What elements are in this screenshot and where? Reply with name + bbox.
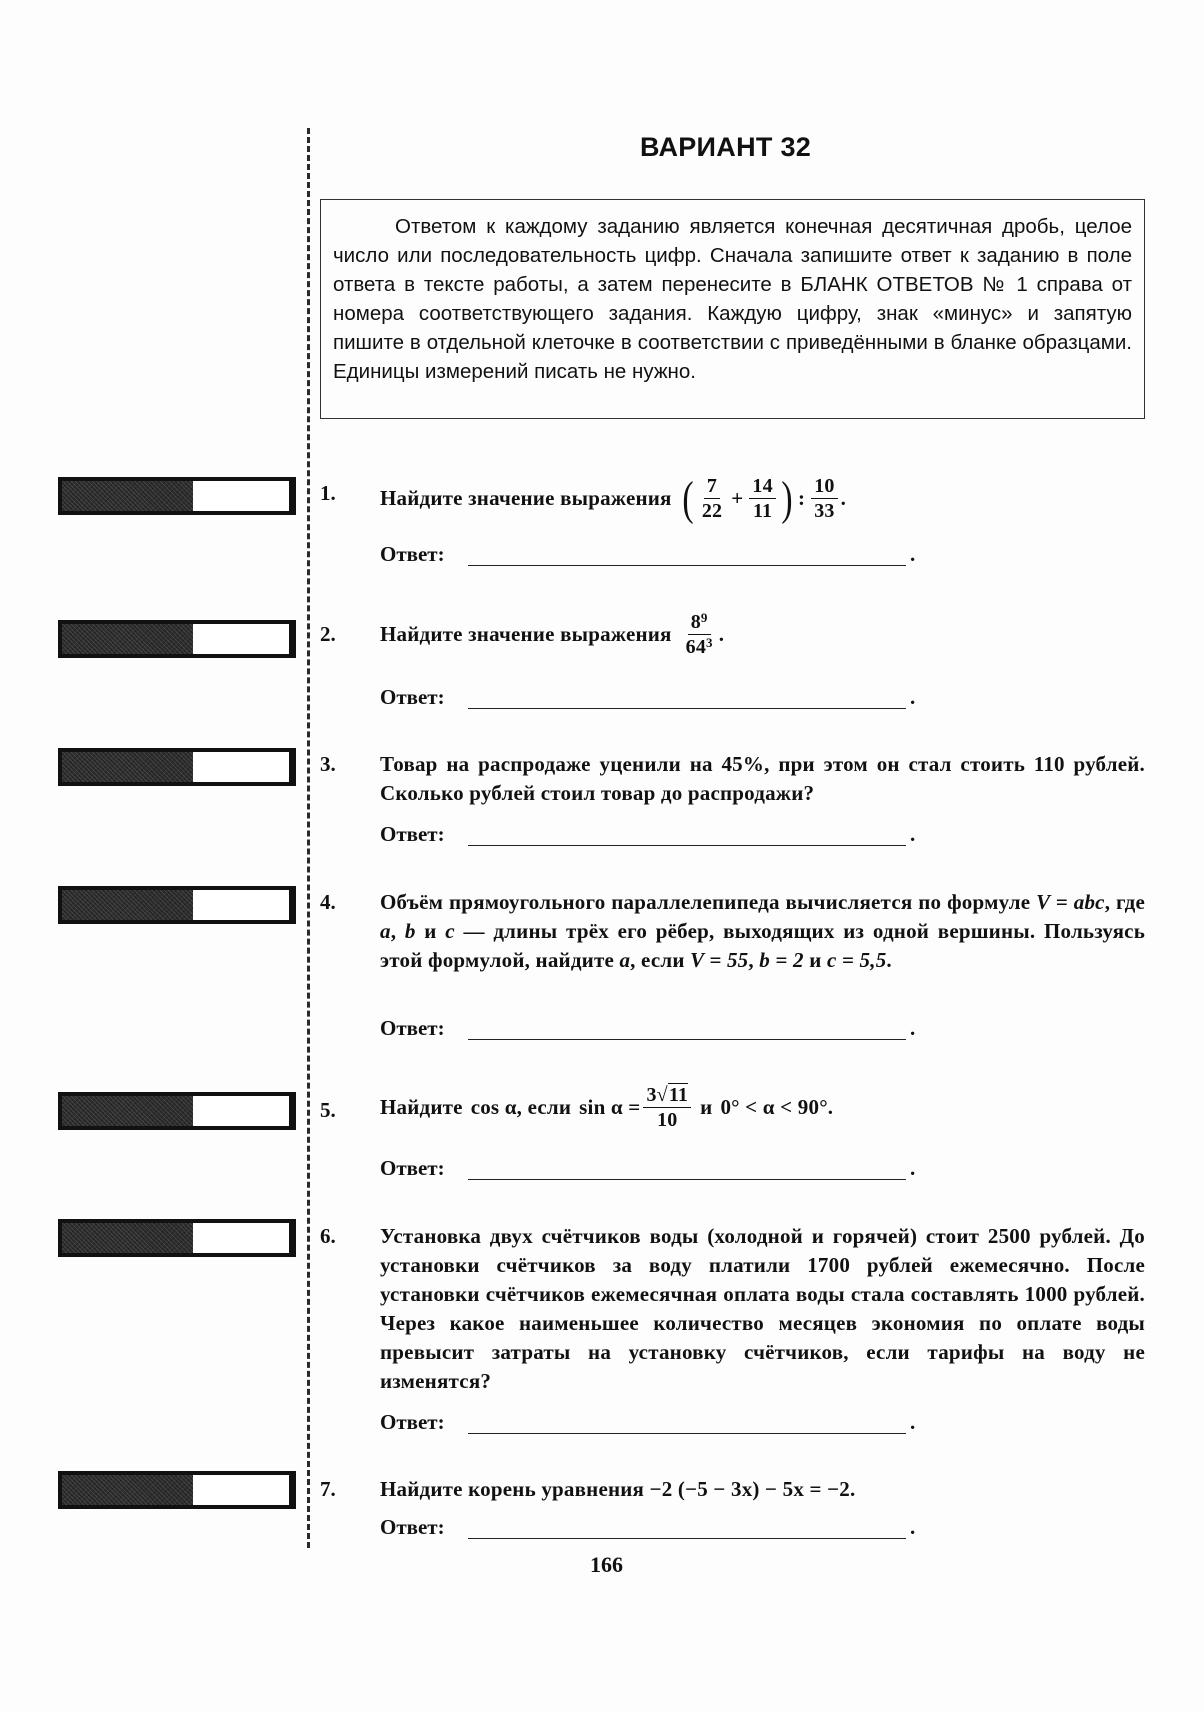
- answer-label: Ответ:: [380, 685, 445, 709]
- task-number: 4.: [320, 890, 336, 914]
- cut-line: [307, 128, 310, 1548]
- task-text: Найдите cos α , если sin α = $\frac{3√11}{10}$ и 0° < α < 90°.: [380, 1084, 834, 1131]
- task-text: Товар на распродаже уценили на 45%, при этом он стал стоить 110 рублей. Сколько рублей стоил товар до распродажи?: [380, 752, 1145, 805]
- task-number: 2.: [320, 622, 336, 646]
- answer-field-marker-6: [58, 1219, 296, 1257]
- answer-row-4: Ответ: .: [380, 1016, 916, 1040]
- answer-label: Ответ:: [380, 822, 445, 846]
- task-3: [320, 750, 1145, 810]
- answer-row-6: Ответ: .: [380, 1410, 916, 1434]
- task-text: Найдите корень уравнения −2 (−5 − 3x) − 5x = −2.: [380, 1477, 856, 1501]
- answer-line[interactable]: [468, 565, 906, 566]
- answer-field-marker-2: [58, 620, 296, 658]
- task-2: [320, 610, 1145, 666]
- answer-row-3: Ответ: .: [380, 822, 916, 846]
- answer-label: Ответ:: [380, 1515, 445, 1539]
- task-6: [320, 1222, 1145, 1398]
- task-2-prompt: Найдите значение выражения: [380, 622, 672, 646]
- variant-title: ВАРИАНТ 32: [640, 132, 812, 162]
- instructions-text: Ответом к каждому заданию является конечная десятичная дробь, целое число или последовательность цифр. Сначала запишите ответ к заданию в поле ответа в тексте работы, а затем перенесите в БЛАНК ОТВЕТОВ № 1 справа от номера соответствующего задания. Каждую цифру, знак «минус» и запятую пишите в отдельной клеточке в соответствии с приведёнными в бланке образцами. Единицы измерений писать не нужно.: [333, 215, 1132, 383]
- task-1-prompt: Найдите значение выражения: [380, 486, 672, 510]
- answer-row-2: Ответ: .: [380, 685, 916, 709]
- page-number: 166: [590, 1552, 623, 1577]
- answer-field-marker-4: [58, 886, 296, 924]
- task-number: 6.: [320, 1224, 336, 1248]
- answer-line[interactable]: [468, 708, 906, 709]
- task-text: Объём прямоугольного параллелепипеда вычисляется по формуле V = abc, где a, b и c — длины трёх его рёбер, выходящих из одной вершины. Пользуясь этой формулой, найдите a, если V = 55, b = 2 и c = 5,5.: [380, 890, 1146, 972]
- answer-row-5: Ответ: .: [380, 1156, 916, 1180]
- task-1-expression: ( $\frac{7}{22}$ + $\frac{14}{11}$ ) : $\frac{10}{33}$ .: [682, 471, 847, 525]
- task-1: [320, 471, 1145, 525]
- answer-row-1: Ответ: .: [380, 542, 916, 566]
- task-2-expression: $\frac{8^9}{64^3}$ .: [685, 610, 725, 658]
- answer-label: Ответ:: [380, 1016, 445, 1040]
- answer-label: Ответ:: [380, 542, 445, 566]
- answer-field-marker-5: [58, 1092, 296, 1130]
- task-number: 7.: [320, 1477, 336, 1501]
- task-text: [380, 610, 1145, 659]
- answer-row-7: Ответ: .: [380, 1515, 916, 1539]
- task-7: [320, 1475, 1145, 1505]
- answer-line[interactable]: [468, 1179, 906, 1180]
- answer-field-marker-3: [58, 748, 296, 786]
- task-5: [320, 1080, 1145, 1140]
- answer-field-marker-7: [58, 1471, 296, 1509]
- instructions-box: [320, 199, 1145, 419]
- answer-label: Ответ:: [380, 1156, 445, 1180]
- task-5-fraction: $\frac{3√11}{10}$: [640, 1083, 694, 1132]
- task-number: 5.: [320, 1098, 336, 1122]
- answer-line[interactable]: [468, 1039, 906, 1040]
- answer-line[interactable]: [468, 1433, 906, 1434]
- answer-line[interactable]: [468, 845, 906, 846]
- answer-line[interactable]: [468, 1538, 906, 1539]
- answer-label: Ответ:: [380, 1410, 445, 1434]
- answer-field-marker-1: [58, 477, 296, 515]
- task-text: [380, 471, 1145, 525]
- task-number: 1.: [320, 481, 336, 505]
- task-number: 3.: [320, 752, 336, 776]
- task-4: [320, 888, 1145, 1004]
- task-text: Установка двух счётчиков воды (холодной и горячей) стоит 2500 рублей. До установки счётчиков за воду платили 1700 рублей ежемесячно. После установки счётчиков ежемесячная оплата воды стала составлять 1000 рублей. Через какое наименьшее количество месяцев экономия по оплате воды превысит затраты на установку счётчиков, если тарифы на воду не изменятся?: [380, 1224, 1145, 1393]
